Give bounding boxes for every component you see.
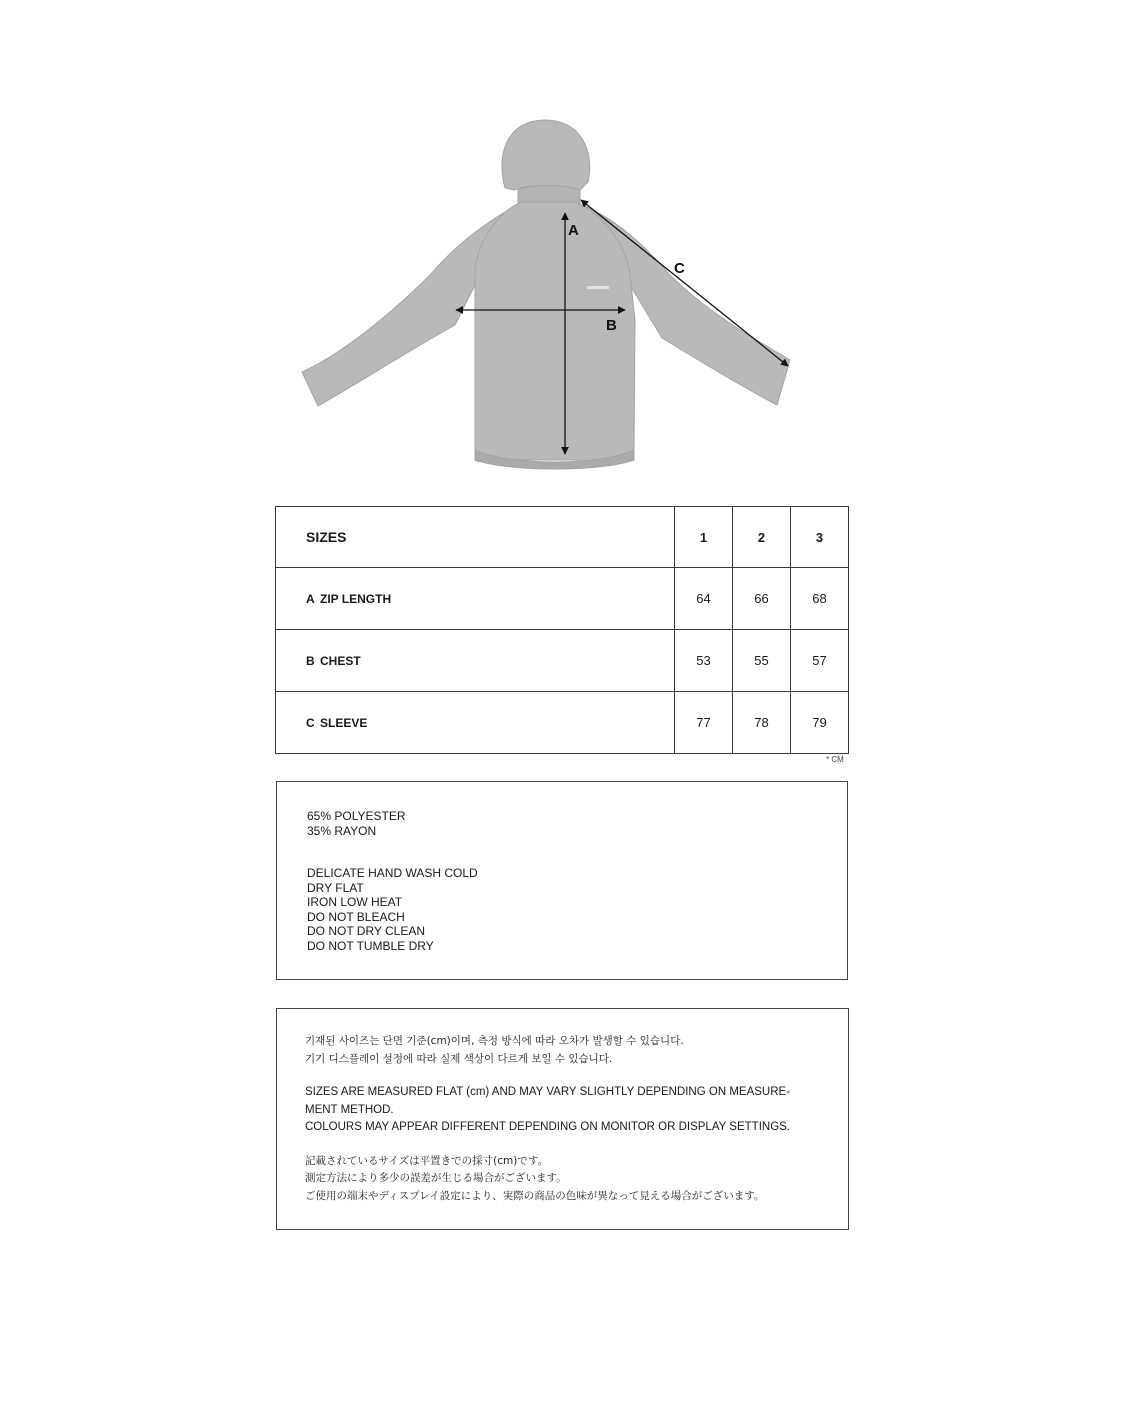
row-label (276, 568, 675, 630)
label-b: B (606, 317, 617, 334)
size-table-header (276, 507, 849, 568)
table-row-zip-length (276, 568, 849, 630)
size-2-header: 2 (733, 507, 791, 568)
size-chart-table (275, 506, 849, 754)
row-letter: B (306, 653, 315, 668)
care-line: DO NOT TUMBLE DRY (307, 938, 434, 953)
notice-english-line: COLOURS MAY APPEAR DIFFERENT DEPENDING ON MONITOR OR DISPLAY SETTINGS. (305, 1121, 791, 1133)
row-name: ZIP LENGTH (320, 591, 392, 606)
measurement-notice-box (276, 1008, 849, 1230)
care-line: DELICATE HAND WASH COLD (307, 866, 478, 880)
cell-value: 64 (675, 568, 733, 630)
label-c: C (674, 260, 685, 277)
sizes-header: SIZES (276, 507, 675, 568)
row-letter: C (306, 715, 315, 730)
care-line: DO NOT DRY CLEAN (307, 924, 426, 938)
row-label (276, 692, 675, 754)
notice-english-line: MENT METHOD. (305, 1103, 394, 1116)
cell-value: 57 (791, 630, 849, 692)
cell-value: 77 (675, 692, 733, 754)
composition-care-box (276, 781, 848, 980)
notice-japanese-line: 記載されているサイズは平置きでの採寸(cm)です。 (305, 1154, 549, 1167)
jacket-illustration (302, 120, 790, 469)
notice-korean-line: 기재된 사이즈는 단면 기준(cm)이며, 측정 방식에 따라 오차가 발생할 수 있습니다. (305, 1035, 684, 1047)
notice-japanese-line: 測定方法により多少の誤差が生じる場合がございます。 (305, 1172, 567, 1184)
composition-line: 35% RAYON (307, 823, 377, 838)
notice-japanese-line: ご使用の端末やディスプレイ設定により、実際の商品の色味が異なって見える場合がございます。 (305, 1189, 765, 1202)
cell-value: 79 (791, 692, 849, 754)
label-a: A (568, 222, 579, 239)
composition-line: 65% POLYESTER (307, 809, 406, 823)
care-line: DO NOT BLEACH (307, 909, 405, 924)
notice-korean-line: 기기 디스플레이 설정에 따라 실제 색상이 다르게 보일 수 있습니다. (305, 1052, 613, 1065)
cell-value: 55 (733, 630, 791, 692)
cell-value: 78 (733, 692, 791, 754)
size-1-header: 1 (675, 507, 733, 568)
row-name: SLEEVE (320, 715, 368, 730)
care-line: IRON LOW HEAT (307, 895, 403, 909)
care-line: DRY FLAT (307, 880, 364, 895)
table-row-chest (276, 630, 849, 692)
cell-value: 66 (733, 568, 791, 630)
cell-value: 53 (675, 630, 733, 692)
notice-english-line: SIZES ARE MEASURED FLAT (cm) AND MAY VARY SLIGHTLY DEPENDING ON MEASURE- (305, 1086, 791, 1098)
row-letter: A (306, 591, 315, 606)
row-name: CHEST (320, 653, 361, 668)
size-3-header: 3 (791, 507, 849, 568)
row-label (276, 630, 675, 692)
unit-note: * CM (826, 755, 844, 764)
cell-value: 68 (791, 568, 849, 630)
table-row-sleeve (276, 692, 849, 754)
jacket-measurement-figure (290, 110, 870, 480)
chest-logo (587, 286, 609, 289)
